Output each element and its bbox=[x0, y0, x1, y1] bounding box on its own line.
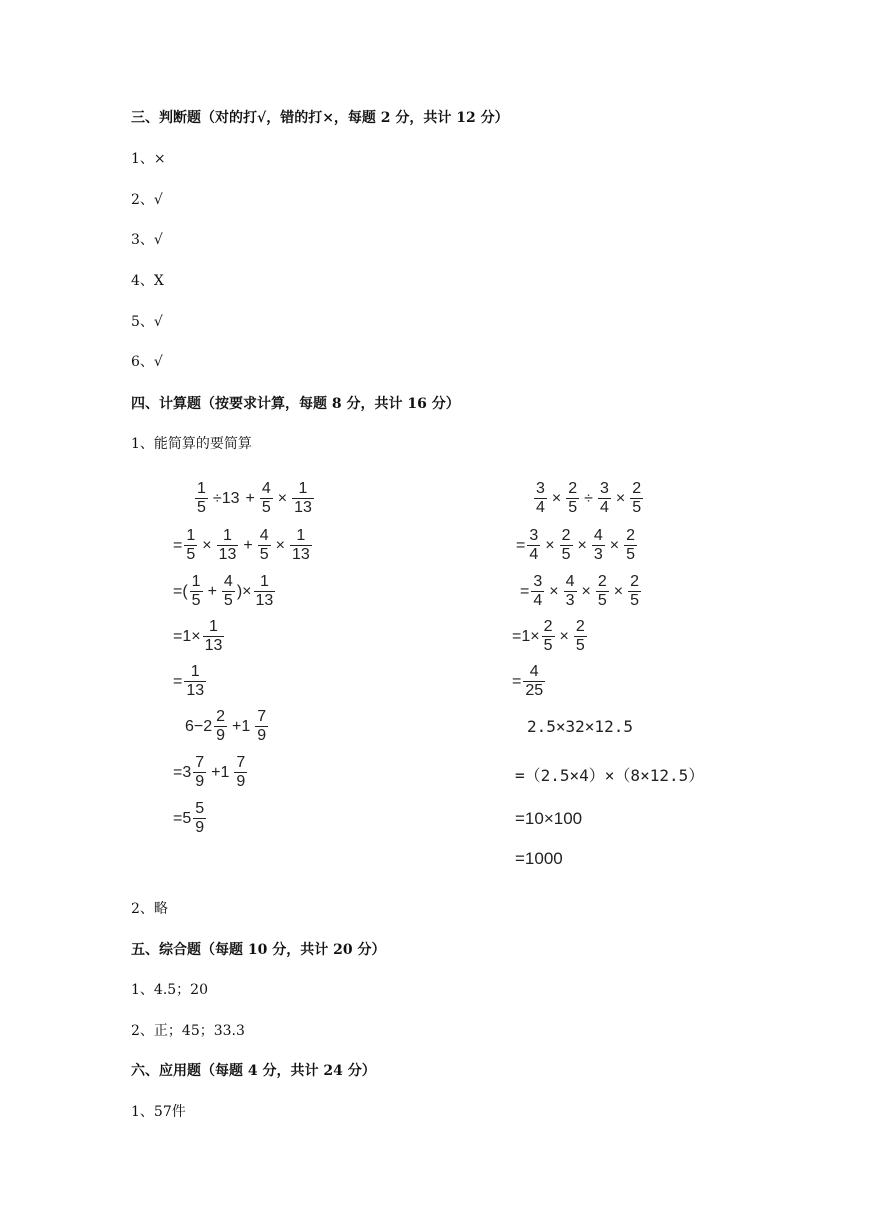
fraction: $\frac{4}{5}$ bbox=[261, 480, 271, 516]
fraction: $\frac{3}{4}$ bbox=[536, 480, 545, 516]
calc-step: =（2.5×4）×（8×12.5） bbox=[515, 766, 705, 785]
calc-step: =1× $\frac{2}{5}$ × $\frac{2}{5}$ bbox=[512, 618, 585, 654]
answer-item: 3、√ bbox=[131, 232, 163, 248]
calc-step: = $\frac{4}{25}$ bbox=[512, 663, 544, 699]
question-label: 2、略 bbox=[131, 901, 168, 917]
fraction: $\frac{5}{9}$ bbox=[195, 800, 205, 836]
calc-step: =1× $\frac{1}{13}$ bbox=[173, 618, 223, 654]
fraction: $\frac{2}{5}$ bbox=[575, 618, 585, 654]
answer-item: 2、√ bbox=[131, 192, 163, 208]
calc-step: = $\frac{3}{4}$ × $\frac{4}{3}$ × $\frac{2}{5}$ × $\frac{2}{5}$ bbox=[520, 573, 639, 609]
fraction: $\frac{3}{4}$ bbox=[599, 480, 609, 516]
fraction: $\frac{4}{5}$ bbox=[259, 527, 269, 563]
fraction: $\frac{1}{13}$ bbox=[186, 663, 205, 699]
fraction: $\frac{3}{4}$ bbox=[529, 527, 539, 563]
fraction: $\frac{1}{13}$ bbox=[204, 618, 223, 654]
calc-step: $\frac{1}{5}$ ÷13 + $\frac{4}{5}$ × $\frac{1}{13}$ bbox=[197, 480, 312, 516]
calc-step: = $\frac{1}{13}$ bbox=[173, 663, 205, 699]
section5-title: 五、综合题（每题 10 分，共计 20 分） bbox=[131, 942, 386, 958]
answer-item: 2、正；45；33.3 bbox=[131, 1023, 245, 1039]
fraction: $\frac{1}{13}$ bbox=[218, 527, 237, 563]
fraction: $\frac{7}{9}$ bbox=[257, 708, 267, 744]
fraction: $\frac{2}{5}$ bbox=[561, 527, 571, 563]
fraction: $\frac{2}{5}$ bbox=[626, 527, 635, 563]
calc-step: =1000 bbox=[515, 849, 563, 868]
fraction: $\frac{2}{5}$ bbox=[630, 573, 639, 609]
answer-item: 5、√ bbox=[131, 314, 163, 330]
fraction: $\frac{1}{5}$ bbox=[197, 480, 206, 516]
answer-item: 1、57件 bbox=[131, 1104, 186, 1120]
fraction: $\frac{4}{25}$ bbox=[525, 663, 544, 699]
fraction: $\frac{4}{3}$ bbox=[593, 527, 603, 563]
section3-title: 三、判断题（对的打√，错的打×，每题 2 分，共计 12 分） bbox=[131, 110, 509, 126]
calc-step: = $\frac{1}{5}$ × $\frac{1}{13}$ + $\frac{4}{5}$ × $\frac{1}{13}$ bbox=[173, 527, 310, 563]
calc-step: =3 $\frac{7}{9}$ +1 $\frac{7}{9}$ bbox=[173, 754, 246, 790]
calc-step: = $\frac{3}{4}$ × $\frac{2}{5}$ × $\frac{4}{3}$ × $\frac{2}{5}$ bbox=[516, 527, 635, 563]
fraction: $\frac{2}{5}$ bbox=[568, 480, 578, 516]
calc-step: =5 $\frac{5}{9}$ bbox=[173, 800, 205, 836]
calc-step: =( $\frac{1}{5}$ + $\frac{4}{5}$ )× $\frac{1}{13}$ bbox=[173, 573, 274, 609]
fraction: $\frac{2}{9}$ bbox=[216, 708, 226, 744]
fraction: $\frac{1}{5}$ bbox=[186, 527, 196, 563]
fraction: $\frac{3}{4}$ bbox=[533, 573, 543, 609]
fraction: $\frac{2}{5}$ bbox=[597, 573, 607, 609]
calc-step: =10×100 bbox=[515, 809, 583, 828]
fraction: $\frac{4}{5}$ bbox=[223, 573, 233, 609]
section4-title: 四、计算题（按要求计算，每题 8 分，共计 16 分） bbox=[131, 396, 460, 412]
calc-step: $\frac{3}{4}$ × $\frac{2}{5}$ ÷ $\frac{3}{4}$ × $\frac{2}{5}$ bbox=[536, 480, 642, 516]
calc-step: 2.5×32×12.5 bbox=[527, 717, 633, 736]
answer-item: 6、√ bbox=[131, 354, 163, 370]
fraction: $\frac{1}{13}$ bbox=[255, 573, 274, 609]
fraction: $\frac{1}{13}$ bbox=[291, 527, 310, 563]
fraction: $\frac{7}{9}$ bbox=[236, 754, 246, 790]
section6-title: 六、应用题（每题 4 分，共计 24 分） bbox=[131, 1063, 376, 1079]
answer-item: 4、X bbox=[131, 273, 164, 289]
fraction: $\frac{1}{13}$ bbox=[294, 480, 312, 516]
fraction: $\frac{2}{5}$ bbox=[632, 480, 642, 516]
fraction: $\frac{2}{5}$ bbox=[543, 618, 553, 654]
fraction: $\frac{1}{5}$ bbox=[191, 573, 201, 609]
answer-item: 1、4.5；20 bbox=[131, 982, 208, 998]
fraction: $\frac{7}{9}$ bbox=[195, 754, 205, 790]
calc-step: 6−2 $\frac{2}{9}$ +1 $\frac{7}{9}$ bbox=[185, 708, 267, 744]
question-label: 1、能简算的要简算 bbox=[131, 436, 252, 452]
fraction: $\frac{4}{3}$ bbox=[565, 573, 575, 609]
answer-item: 1、× bbox=[131, 151, 166, 167]
